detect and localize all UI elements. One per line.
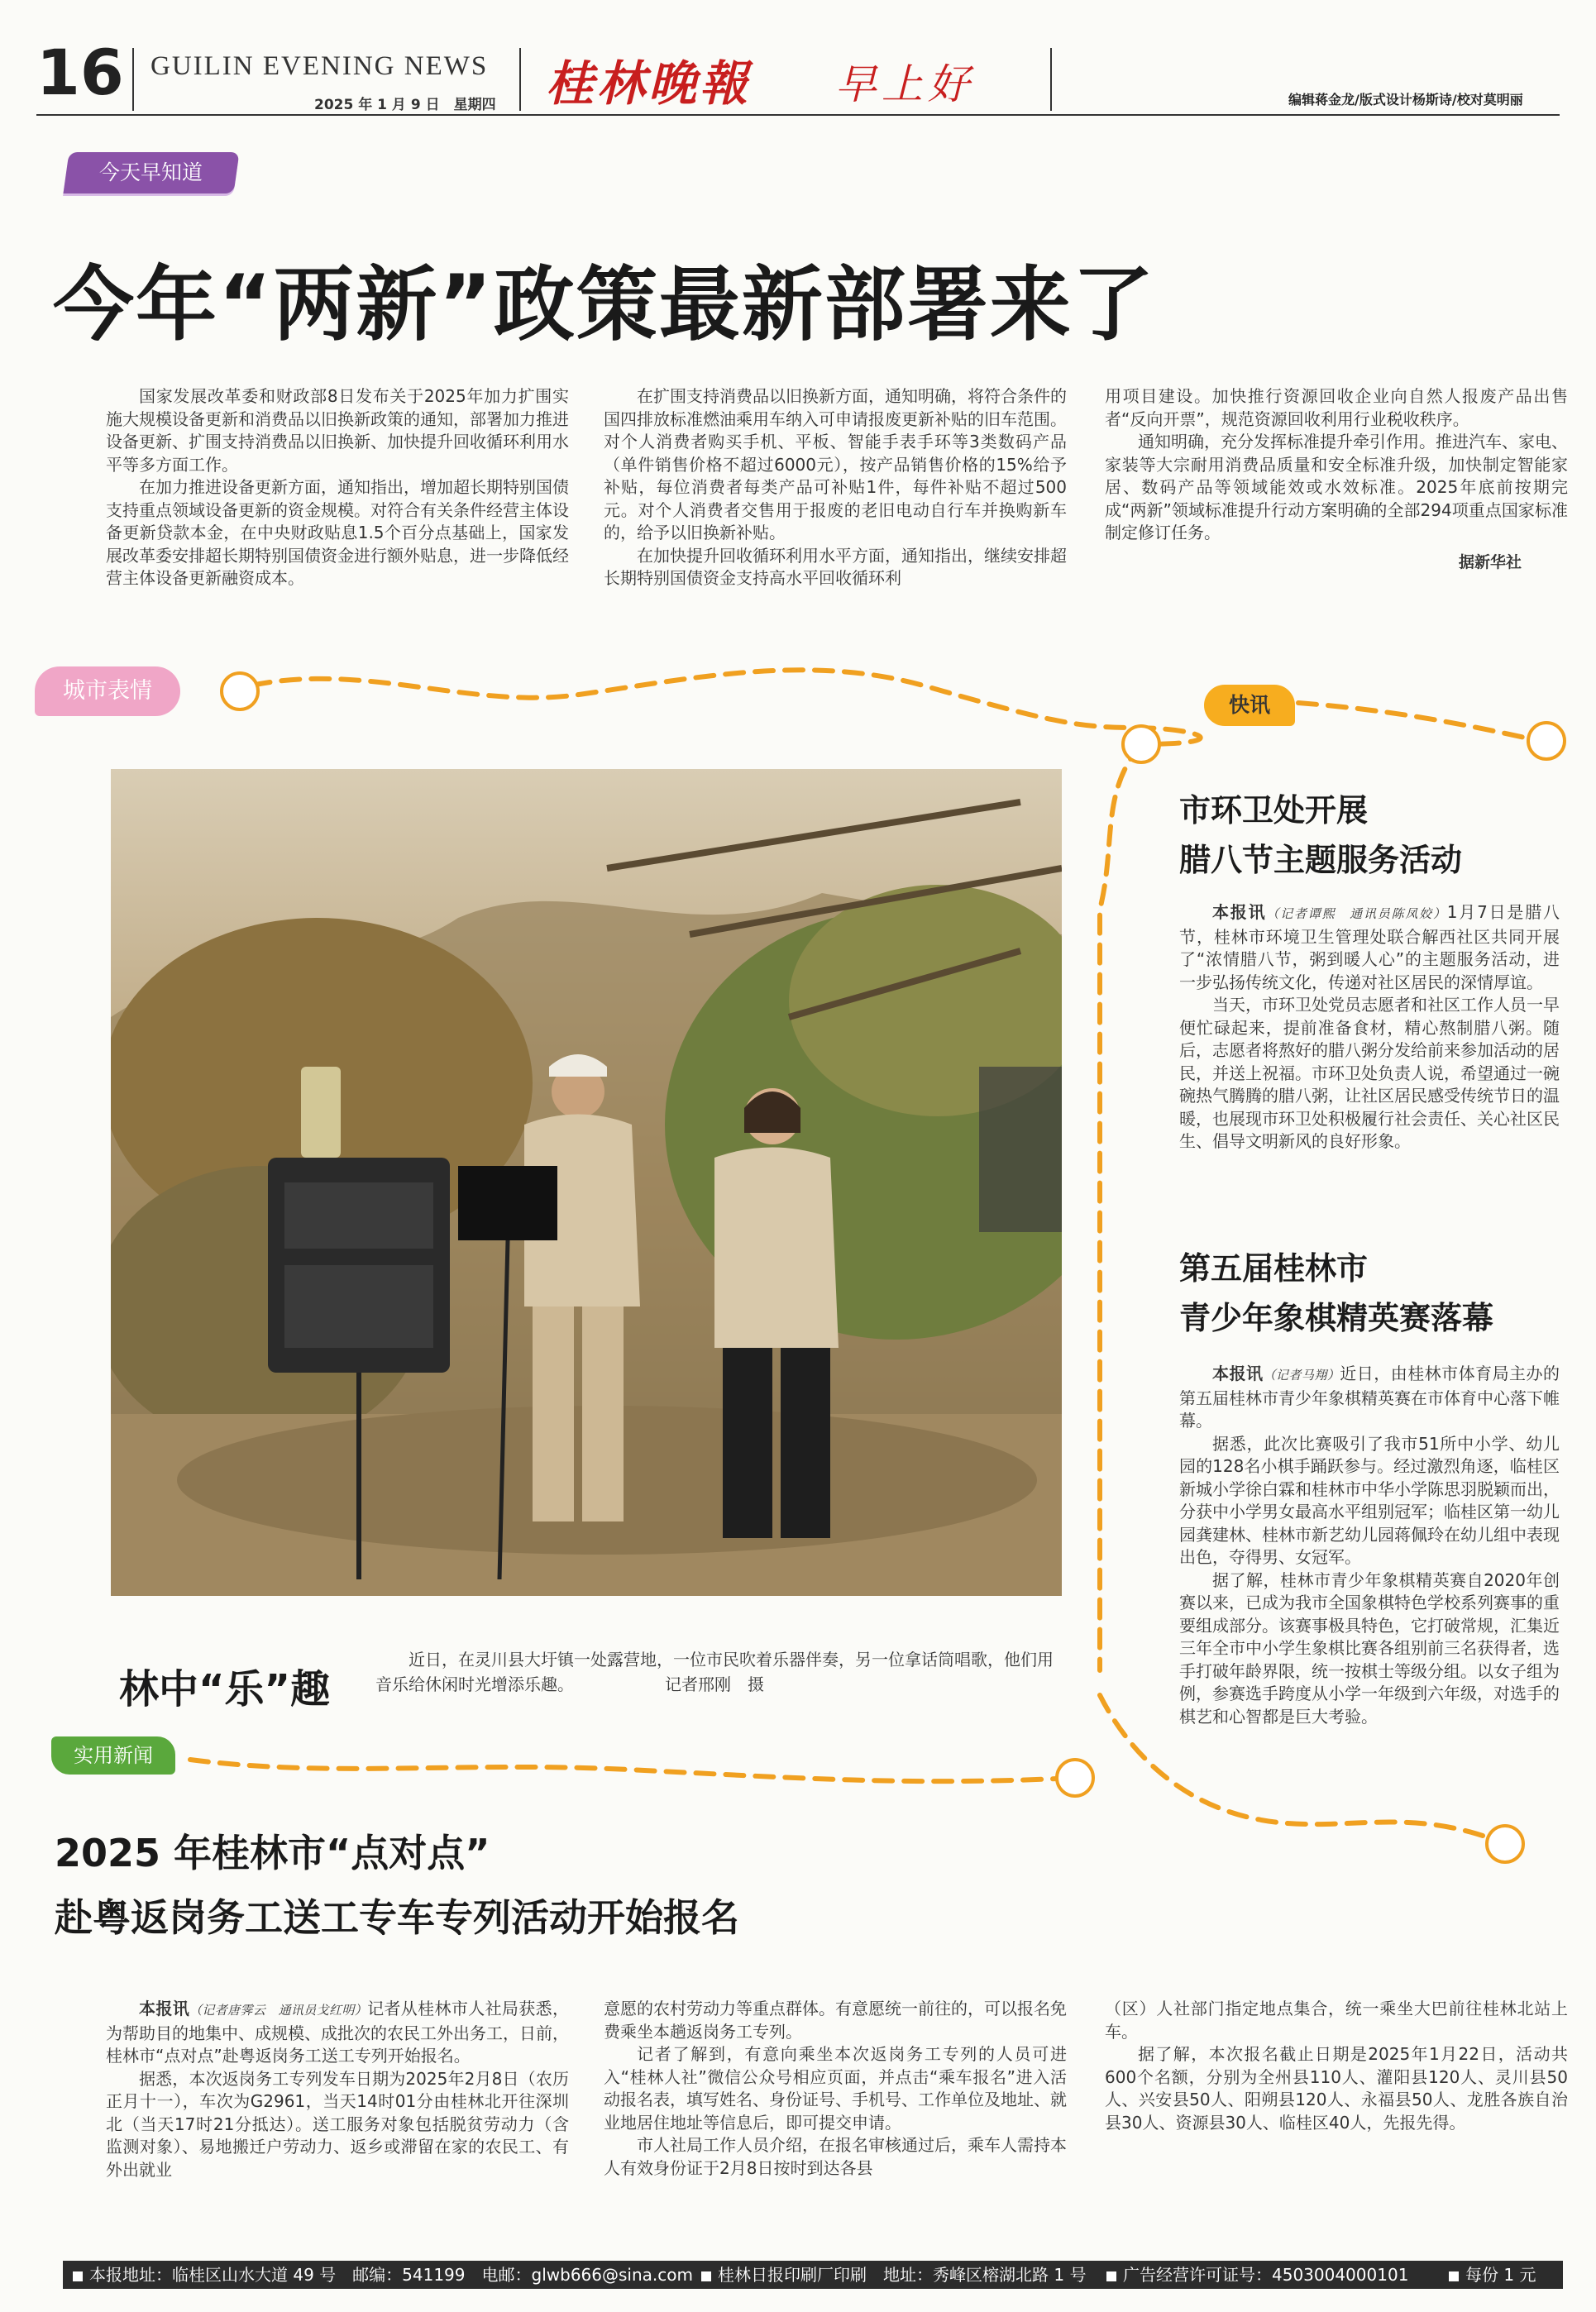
paragraph: 记者了解到，有意向乘坐本次返岗务工专列的人员可进入“桂林人社”微信公众号相应页面，并点击“乘车报名”进入活动报名表，填写姓名、身份证号、手机号、工作单位及地址、就业地居住地址等信息后，即可提交申请。	[604, 2044, 1067, 2133]
practical-headline: 2025 年桂林市“点对点” 赴粤返岗务工送工专车专列活动开始报名	[55, 1831, 739, 1940]
footer-address: 本报地址：临桂区山水大道 49 号 邮编：541199 电邮：glwb666@sina.com	[73, 2261, 693, 2289]
paragraph: 当天，市环卫处党员志愿者和社区工作人员一早便忙碌起来，提前准备食材，精心熬制腊八粥。随后，志愿者将熬好的腊八粥分发给前来参加活动的居民，并送上祝福。市环卫处负责人说，希望通过一碗碗热气腾腾的腊八粥，让社区居民感受传统节日的温暖，也展现市环卫处积极履行社会责任、关心社区民生、倡导文明新风的良好形象。	[1179, 995, 1560, 1151]
paragraph: 在加快提升回收循环利用水平方面，通知指出，继续安排超长期特别国债资金支持高水平回收循环利	[604, 545, 1067, 588]
paragraph: 在扩围支持消费品以旧换新方面，通知明确，将符合条件的国四排放标准燃油乘用车纳入可申请报废更新补贴的旧车范围。对个人消费者购买手机、平板、智能手表手环等3类数码产品（单件销售价格不超过6000元），按产品销售价格的15%给予补贴，每位消费者每类产品可补贴1件，每件补贴不超过500元。对个人消费者交售用于报废的老旧电动自行车并换购新车的，给予以旧换新补贴。	[604, 386, 1067, 542]
photo-caption: 近日，在灵川县大圩镇一处露营地，一位市民吹着乐器伴奏，另一位拿话筒唱歌，他们用音乐给休闲时光增添乐趣。 记者邢刚 摄	[375, 1650, 1054, 1694]
masthead-logo: 桂林晚報	[546, 55, 752, 112]
paragraph: 用项目建设。加快推行资源回收企业向自然人报废产品出售者“反向开票”，规范资源回收利用行业税收秩序。	[1105, 386, 1568, 429]
flash2-body	[1179, 1363, 1560, 1728]
footer-license: 广告经营许可证号：4503004000101	[1106, 2261, 1408, 2289]
flash2-title: 第五届桂林市 青少年象棋精英赛落幕	[1179, 1250, 1494, 1336]
section-tag-practical: 实用新闻	[51, 1736, 175, 1775]
paragraph: 据了解，本次报名截止日期是2025年1月22日，活动共600个名额，分别为全州县110人、灌阳县120人、灵川县50人、兴安县50人、阳朔县120人、永福县50人、龙胜各族自治县30人、资源县30人、临桂区40人，先报先得。	[1105, 2044, 1568, 2133]
practical-column-2	[604, 1998, 1067, 2180]
photo-title: 林中“乐”趣	[119, 1666, 331, 1713]
lead-credit: 据新华社	[1458, 552, 1522, 571]
paragraph: 本报讯（记者马翔）近日，由桂林市体育局主办的第五届桂林市青少年象棋精英赛在市体育中心落下帷幕。	[1179, 1364, 1560, 1431]
paragraph: 据了解，桂林市青少年象棋精英赛自2020年创赛以来，已成为我市全国象棋特色学校系列赛事的重要组成部分。该赛事极具特色，它打破常规，汇集近三年全市中小学生象棋比赛各组别前三名获得者，选手打破年龄界限，统一按棋士等级分组。以女子组为例，参赛选手跨度从小学一年级到六年级，对选手的棋艺和心智都是巨大考验。	[1179, 1569, 1560, 1727]
paragraph: （区）人社部门指定地点集合，统一乘坐大巴前往桂林北站上车。	[1105, 1999, 1568, 2042]
paragraph: 意愿的农村劳动力等重点群体。有意愿统一前往的，可以报名免费乘坐本趟返岗务工专列。	[604, 1999, 1067, 2042]
flash1-body	[1179, 901, 1560, 1154]
paragraph: 本报讯（记者谭熙 通讯员陈凤姣）1月7日是腊八节，桂林市环境卫生管理处联合解西社区共同开展了“浓情腊八节，粥到暖人心”的主题服务活动，进一步弘扬传统文化，传递对社区居民的深情厚谊。	[1179, 902, 1560, 992]
flash1-title: 市环卫处开展 腊八节主题服务活动	[1179, 792, 1463, 878]
feature-photo	[111, 769, 1062, 1596]
paragraph: 据悉，本次返岗务工专列发车日期为2025年2月8日（农历正月十一），车次为G2961，当天14时01分由桂林北开往深圳北（当天17时21分抵达）。送工服务对象包括脱贫劳动力（含监测对象）、易地搬迁户劳动力、返乡或滞留在家的农民工、有外出就业	[106, 2068, 569, 2180]
footer-printer: 桂林日报印刷厂印刷 地址：秀峰区榕湖北路 1 号	[701, 2261, 1086, 2289]
paragraph: 通知明确，充分发挥标准提升牵引作用。推进汽车、家电、家装等大宗耐用消费品质量和安全标准升级，加快制定智能家居、数码产品等领域能效或水效标准。2025年底前按期完成“两新”领域标准提升行动方案明确的全部294项重点国家标准制定修订任务。	[1105, 432, 1568, 542]
masthead-subtitle: 早上好	[835, 60, 974, 108]
section-tag-city: 城市表情	[35, 666, 180, 716]
page-number: 16	[36, 36, 124, 109]
practical-column-1	[106, 1998, 569, 2181]
section-tag-today: 今天早知道	[63, 152, 239, 193]
paragraph: 在加力推进设备更新方面，通知指出，增加超长期特别国债支持重点领域设备更新的资金规模。对符合有关条件经营主体设备更新贷款本金，在中央财政贴息1.5个百分点基础上，国家发展改革委安排超长期特别国债资金进行额外贴息，进一步降低经营主体设备更新融资成本。	[106, 477, 569, 588]
practical-column-3	[1105, 1998, 1568, 2134]
paragraph: 本报讯（记者唐霁云 通讯员戈红明）记者从桂林市人社局获悉，为帮助目的地集中、成规模、成批次的农民工外出务工，日前，桂林市“点对点”赴粤返岗务工送工专列开始报名。	[106, 1999, 570, 2066]
lead-headline: 今年“两新”政策最新部署来了	[53, 258, 1155, 352]
paragraph: 市人社局工作人员介绍，在报名审核通过后，乘车人需持本人有效身份证于2月8日按时到达各县	[604, 2135, 1067, 2178]
editor-credits: 编辑蒋金龙/版式设计杨斯诗/校对莫明丽	[1288, 92, 1523, 107]
paragraph: 据悉，此次比赛吸引了我市51所中小学、幼儿园的128名小棋手踊跃参与。经过激烈角逐，临桂区新城小学徐白霖和桂林市中华小学陈思羽脱颖而出，分获中小学男女最高水平组别冠军；临桂区第一幼儿园龚建林、桂林市新艺幼儿园蒋佩玲在幼儿组中表现出色，夺得男、女冠军。	[1179, 1433, 1560, 1567]
paper-name-en: GUILIN EVENING NEWS	[151, 51, 489, 81]
footer-price: 每份 1 元	[1449, 2261, 1536, 2289]
footer-bar	[63, 2261, 1563, 2289]
section-tag-flash: 快讯	[1204, 685, 1295, 726]
issue-date: 2025 年 1 月 9 日 星期四	[314, 97, 496, 113]
paragraph: 国家发展改革委和财政部8日发布关于2025年加力扩围实施大规模设备更新和消费品以旧换新政策的通知，部署加力推进设备更新、扩围支持消费品以旧换新、加快提升回收循环利用水平等多方面工作。	[106, 386, 569, 475]
